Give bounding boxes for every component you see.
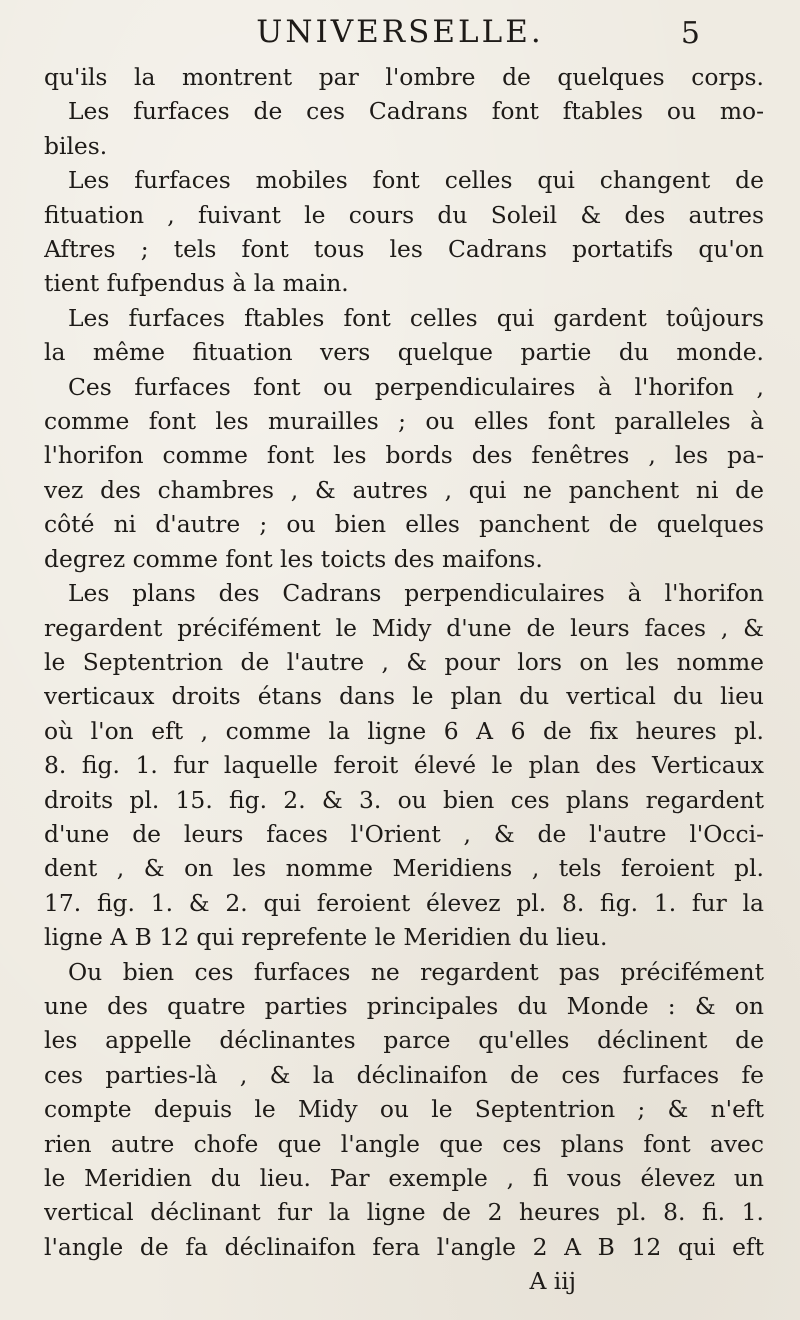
text-line: dent , & on les nomme Meridiens , tels feroient pl. xyxy=(44,854,764,883)
text-line: Les furfaces de ces Cadrans font ftables ou mo- xyxy=(68,97,764,126)
text-line: Aftres ; tels font tous les Cadrans portatifs qu'on xyxy=(44,235,764,264)
page-header xyxy=(0,14,800,58)
text-line: biles. xyxy=(44,131,108,160)
text-line: ligne A B 12 qui reprefente le Meridien du lieu. xyxy=(44,923,608,952)
text-line: l'angle de fa déclinaifon fera l'angle 2 A B 12 qui eft xyxy=(44,1232,764,1261)
page-number: 5 xyxy=(680,16,700,51)
text-line: degrez comme font les toicts des maifons. xyxy=(44,544,543,573)
text-line: verticaux droits étans dans le plan du vertical du lieu xyxy=(44,682,764,711)
text-line: compte depuis le Midy ou le Septentrion ; & n'eft xyxy=(44,1095,764,1124)
text-line: comme font les murailles ; ou elles font paralleles à xyxy=(44,407,764,436)
text-line: droits pl. 15. fig. 2. & 3. ou bien ces plans regardent xyxy=(44,785,764,814)
text-line: une des quatre parties principales du Monde : & on xyxy=(44,991,764,1020)
text-line: Ou bien ces furfaces ne regardent pas précifément xyxy=(68,957,764,986)
text-line: d'une de leurs faces l'Orient , & de l'autre l'Occi- xyxy=(44,819,764,848)
running-title: UNIVERSELLE. xyxy=(256,14,544,50)
text-line: la même fituation vers quelque partie du monde. xyxy=(44,338,764,367)
body-text xyxy=(44,60,764,1299)
text-line: vertical déclinant fur la ligne de 2 heures pl. 8. fi. 1. xyxy=(44,1198,764,1227)
text-line: regardent précifément le Midy d'une de leurs faces , & xyxy=(44,613,764,642)
text-line: 8. fig. 1. fur laquelle feroit élevé le plan des Verticaux xyxy=(44,751,764,780)
text-line: les appelle déclinantes parce qu'elles déclinent de xyxy=(44,1026,764,1055)
text-line: 17. fig. 1. & 2. qui feroient élevez pl. 8. fig. 1. fur la xyxy=(44,888,764,917)
text-line: fituation , fuivant le cours du Soleil & des autres xyxy=(44,200,764,229)
text-line: vez des chambres , & autres , qui ne panchent ni de xyxy=(44,475,764,504)
text-line: Les furfaces mobiles font celles qui changent de xyxy=(68,166,764,195)
text-line: tient fufpendus à la main. xyxy=(44,269,349,298)
text-line: côté ni d'autre ; ou bien elles panchent de quelques xyxy=(44,510,764,539)
text-line: ces parties-là , & la déclinaifon de ces furfaces fe xyxy=(44,1060,764,1089)
text-line: Les furfaces ftables font celles qui gardent toûjours xyxy=(68,303,764,332)
signature-mark: A iij xyxy=(529,1267,576,1296)
text-line: l'horifon comme font les bords des fenêtres , les pa- xyxy=(44,441,764,470)
text-line: Ces furfaces font ou perpendiculaires à l'horifon , xyxy=(68,372,764,401)
text-line: le Septentrion de l'autre , & pour lors on les nomme xyxy=(44,647,764,676)
text-line: le Meridien du lieu. Par exemple , fi vous élevez un xyxy=(44,1164,764,1192)
text-line: rien autre chofe que l'angle que ces plans font avec xyxy=(44,1129,764,1158)
text-line: qu'ils la montrent par l'ombre de quelques corps. xyxy=(44,63,764,91)
text-line: Les plans des Cadrans perpendiculaires à l'horifon xyxy=(68,579,764,608)
text-line: où l'on eft , comme la ligne 6 A 6 de fix heures pl. xyxy=(44,716,764,745)
